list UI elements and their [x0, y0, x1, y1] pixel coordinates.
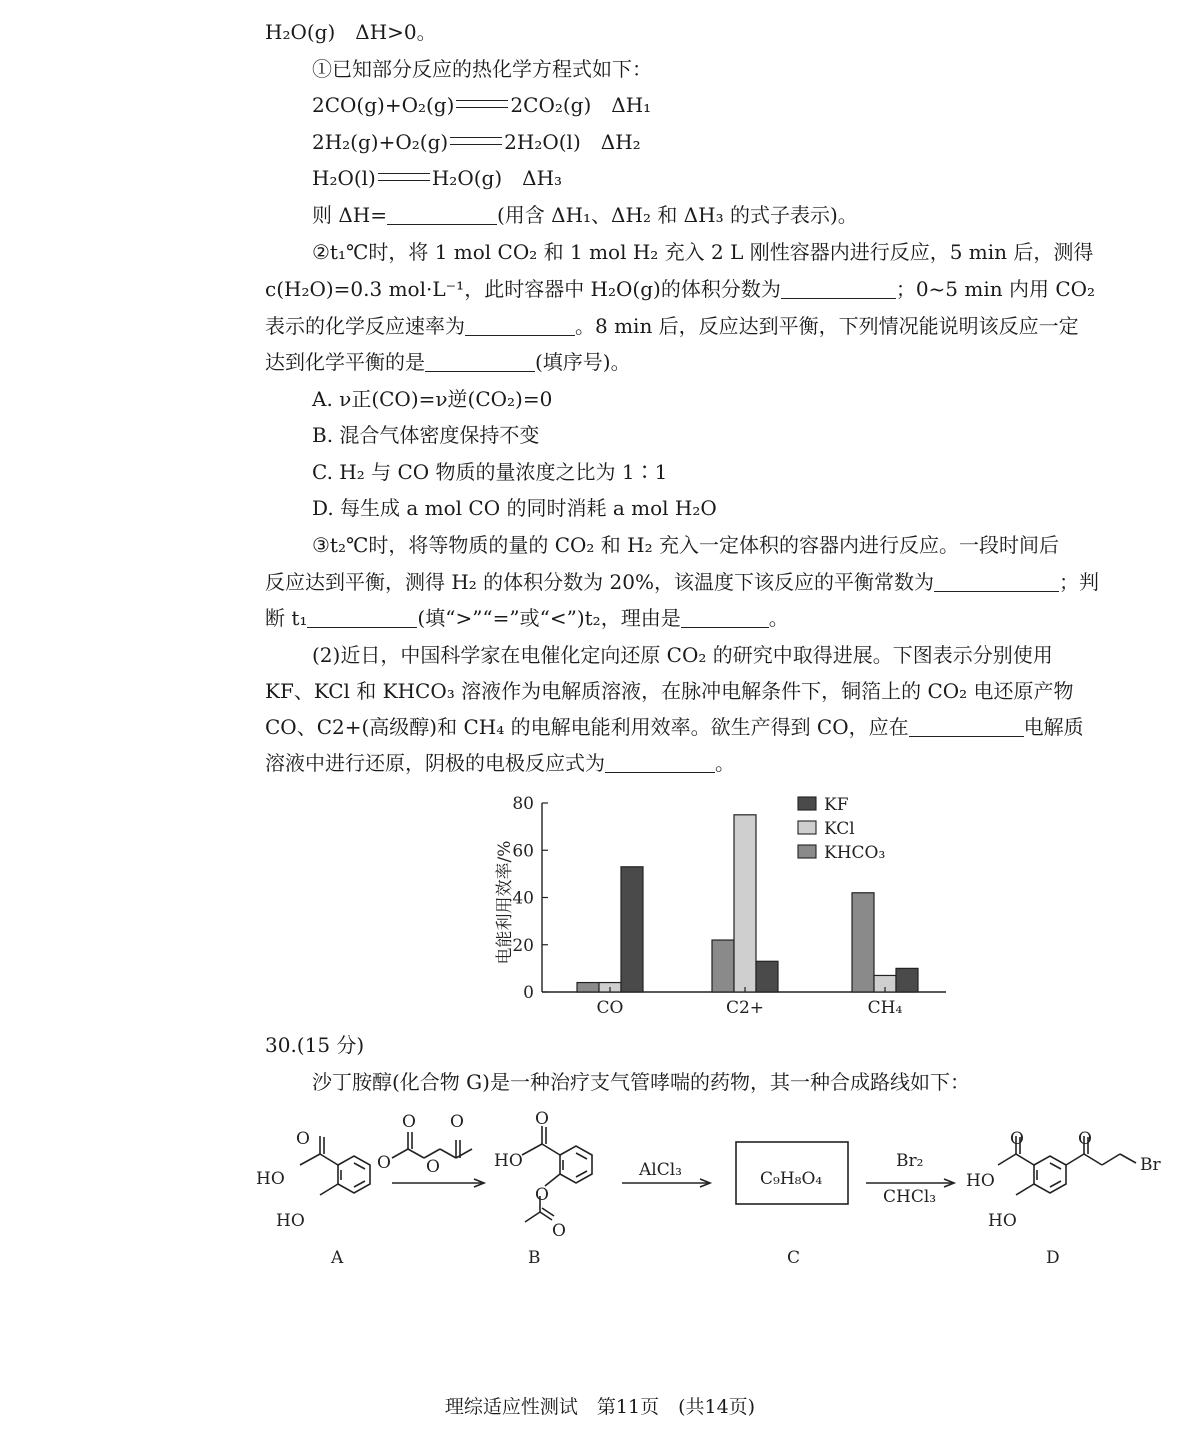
answer-blank[interactable] [781, 278, 896, 299]
text-line-18: (2)近日，中国科学家在电催化定向还原 CO₂ 的研究中取得进展。下图表示分别使用 [312, 643, 1053, 667]
text-line-2: ①已知部分反应的热化学方程式如下： [312, 57, 652, 81]
equation-2: 2H₂(g)+O₂(g) 2H₂O(l) ΔH₂ [312, 130, 641, 154]
y-axis-label: 电能利用效率/% [495, 840, 515, 965]
question-30-intro: 沙丁胺醇(化合物 G)是一种治疗支气管哮喘的药物，其一种合成路线如下： [312, 1070, 970, 1094]
reagent-br2: Br₂ [896, 1151, 924, 1171]
atom-o: O [296, 1129, 310, 1149]
atom-ho: HO [276, 1211, 305, 1231]
equation-3: H₂O(l) H₂O(g) ΔH₃ [312, 166, 563, 190]
option-c: C. H₂ 与 CO 物质的量浓度之比为 1∶1 [312, 460, 668, 484]
answer-blank[interactable] [387, 204, 497, 225]
atom-ho: HO [494, 1151, 523, 1171]
compound-b-structure [522, 1126, 592, 1222]
bar-KHCO₃-CH₄ [852, 893, 874, 992]
text-line-10: 达到化学平衡的是 (填序号)。 [265, 350, 631, 374]
text-line-21: 溶液中进行还原，阴极的电极反应式为 。 [265, 751, 735, 775]
text-line-9: 表示的化学反应速率为 。8 min 后，反应达到平衡，下列情况能说明该反应一定 [265, 314, 1079, 338]
answer-blank[interactable] [681, 607, 769, 628]
atom-ho: HO [966, 1171, 995, 1191]
label-d: D [1046, 1248, 1060, 1268]
y-tick-label: 40 [512, 888, 534, 909]
atom-o: O [377, 1153, 391, 1173]
atom-o: O [1078, 1129, 1092, 1149]
answer-blank[interactable] [425, 351, 535, 372]
label-c: C [787, 1248, 801, 1268]
option-a: A. ν正(CO)=ν逆(CO₂)=0 [312, 387, 553, 411]
option-d: D. 每生成 a mol CO 的同时消耗 a mol H₂O [312, 496, 717, 520]
equals-arrow-icon [378, 173, 430, 181]
equals-arrow-icon [456, 100, 508, 108]
y-tick-label: 20 [512, 935, 534, 956]
synthesis-route-scheme [0, 1100, 1200, 1275]
legend-swatch-KCl [798, 821, 816, 834]
option-b: B. 混合气体密度保持不变 [312, 423, 540, 447]
atom-o: O [552, 1221, 566, 1241]
x-tick-label: C2+ [725, 998, 765, 1018]
label-b: B [528, 1248, 541, 1268]
y-tick-label: 0 [523, 983, 534, 1003]
atom-o: O [426, 1157, 440, 1177]
question-30-header: 30.(15 分) [265, 1033, 365, 1057]
legend-label-KF: KF [824, 795, 849, 815]
bar-KF-CH₄ [896, 968, 918, 992]
answer-blank[interactable] [605, 752, 715, 773]
atom-o: O [402, 1112, 416, 1132]
text-line-19: KF、KCl 和 KHCO₃ 溶液作为电解质溶液，在脉冲电解条件下，铜箔上的 CO₂ 电还原产物 [265, 679, 1074, 703]
x-tick-label: CH₄ [867, 998, 903, 1018]
x-tick-label: CO [596, 998, 624, 1018]
text-line-20: CO、C2+(高级醇)和 CH₄ 的电解电能利用效率。欲生产得到 CO，应在 电解质 [265, 715, 1084, 739]
atom-o: O [450, 1112, 464, 1132]
atom-o: O [1010, 1129, 1024, 1149]
legend-label-KCl: KCl [824, 819, 855, 839]
answer-blank[interactable] [934, 571, 1059, 592]
legend-swatch-KF [798, 797, 816, 810]
text-line-17: 断 t₁ (填“>”“=”或“<”)t₂，理由是 。 [265, 606, 789, 630]
text-line-6: 则 ΔH= (用含 ΔH₁、ΔH₂ 和 ΔH₃ 的式子表示)。 [312, 203, 858, 227]
label-a: A [331, 1248, 344, 1268]
bar-KCl-C2+ [734, 815, 756, 992]
text-line-7: ②t₁℃时，将 1 mol CO₂ 和 1 mol H₂ 充入 2 L 刚性容器内进行反应，5 min 后，测得 [312, 240, 1094, 264]
legend-swatch-KHCO₃ [798, 845, 816, 858]
y-tick-label: 60 [512, 841, 534, 862]
compound-c-formula: C₉H₈O₄ [760, 1169, 823, 1189]
text-line-15: ③t₂℃时，将等物质的量的 CO₂ 和 H₂ 充入一定体积的容器内进行反应。一段时间后 [312, 533, 1059, 557]
page-footer: 理综适应性测试 第11页 (共14页) [444, 1396, 756, 1418]
compound-a-structure [300, 1136, 370, 1195]
answer-blank[interactable] [465, 315, 575, 336]
atom-o: O [535, 1109, 549, 1129]
bar-KHCO₃-C2+ [712, 940, 734, 992]
y-tick-label: 80 [512, 794, 534, 814]
atom-br: Br [1140, 1155, 1161, 1175]
answer-blank[interactable] [909, 716, 1024, 737]
bar-KF-C2+ [756, 961, 778, 992]
atom-ho: HO [988, 1211, 1017, 1231]
equals-arrow-icon [450, 137, 502, 145]
reagent-alcl3: AlCl₃ [639, 1160, 682, 1180]
acetic-anhydride-structure [392, 1132, 472, 1158]
text-line-16: 反应达到平衡，测得 H₂ 的体积分数为 20%，该温度下该反应的平衡常数为 ；判 [265, 570, 1099, 594]
equation-1: 2CO(g)+O₂(g) 2CO₂(g) ΔH₁ [312, 93, 652, 117]
legend-label-KHCO₃: KHCO₃ [824, 843, 886, 863]
atom-o: O [535, 1185, 549, 1205]
efficiency-bar-chart [480, 785, 960, 1025]
bar-KHCO₃-CO [577, 983, 599, 992]
reagent-chcl3: CHCl₃ [883, 1187, 937, 1207]
bar-KF-CO [621, 867, 643, 992]
text-line-1: H₂O(g) ΔH>0。 [265, 20, 437, 44]
atom-ho: HO [256, 1169, 285, 1189]
text-line-8: c(H₂O)=0.3 mol·L⁻¹，此时容器中 H₂O(g)的体积分数为 ；0~5 min 内用 CO₂ [265, 277, 1096, 301]
answer-blank[interactable] [307, 607, 417, 628]
